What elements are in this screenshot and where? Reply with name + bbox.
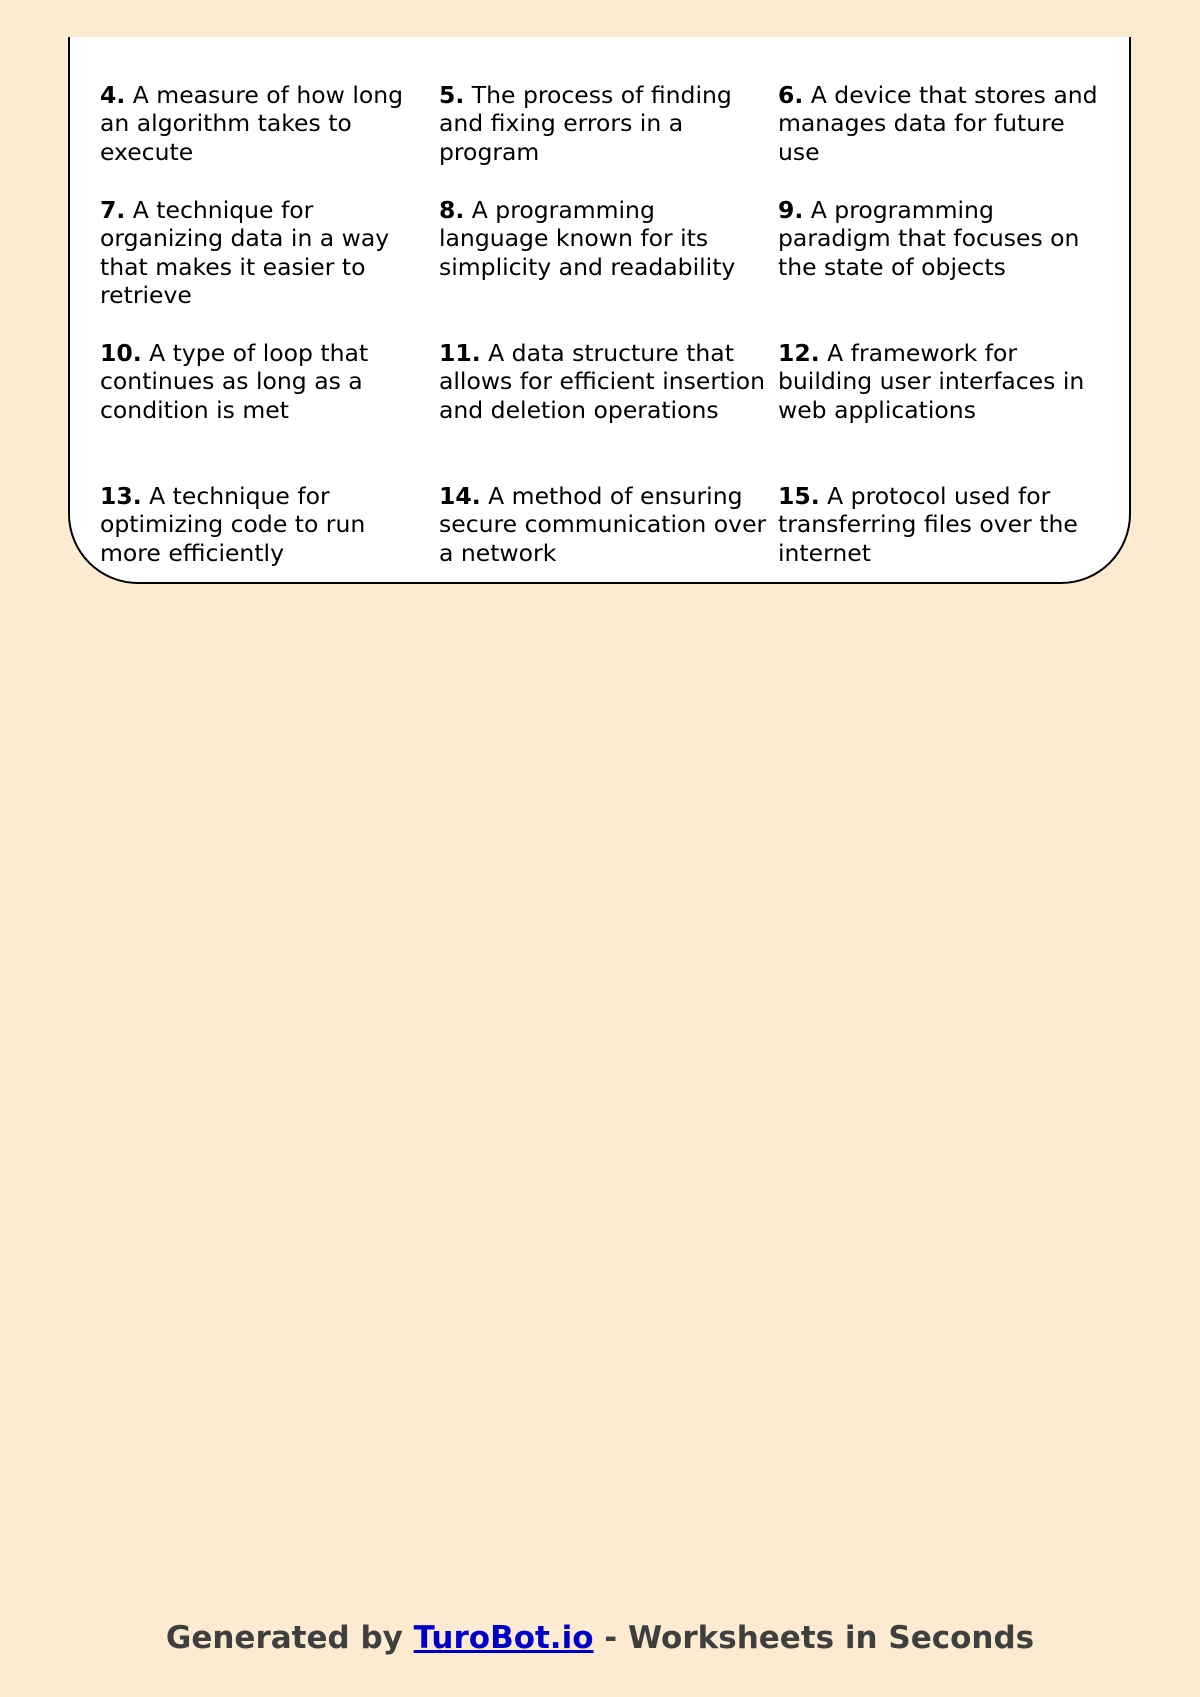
clue-item [778,196,1120,339]
clue-item [439,81,778,196]
clue-item [778,482,1120,572]
clue-item [100,482,439,572]
clue-item [439,339,778,482]
clue-number: 6. [778,81,804,109]
clue-item [439,196,778,339]
clue-text: A programming paradigm that focuses on the state of objects [778,196,1080,281]
clue-item [100,339,439,482]
clue-text: A type of loop that continues as long as a condition is met [100,339,369,424]
clue-grid [100,81,1120,572]
clue-number: 4. [100,81,126,109]
clue-item [778,81,1120,196]
clue-text: A technique for optimizing code to run more efficiently [100,482,366,567]
clue-number: 8. [439,196,465,224]
clue-item [100,81,439,196]
clue-text: A device that stores and manages data for future use [778,81,1098,166]
clue-text: A measure of how long an algorithm takes to execute [100,81,404,166]
clue-number: 5. [439,81,465,109]
clue-number: 7. [100,196,126,224]
clue-item [439,482,778,572]
clue-box [68,37,1131,584]
clue-text: A data structure that allows for efficient insertion and deletion operations [439,339,766,424]
footer-credit [0,1620,1200,1656]
clue-item [100,196,439,339]
clue-text: A framework for building user interfaces in web applications [778,339,1085,424]
clue-number: 15. [778,482,820,510]
clue-number: 12. [778,339,820,367]
clue-number: 10. [100,339,142,367]
clue-number: 14. [439,482,481,510]
footer-prefix: Generated by [165,1620,414,1656]
turobot-link[interactable]: TuroBot.io [413,1620,594,1656]
clue-text: A programming language known for its simplicity and readability [439,196,736,281]
clue-text: A technique for organizing data in a way that makes it easier to retrieve [100,196,390,309]
clue-number: 13. [100,482,142,510]
footer-suffix: - Worksheets in Seconds [593,1620,1035,1656]
clue-item [778,339,1120,482]
clue-number: 9. [778,196,804,224]
clue-text: The process of finding and fixing errors in a program [439,81,732,166]
clue-text: A protocol used for transferring files over the internet [778,482,1078,567]
clue-text: A method of ensuring secure communication over a network [439,482,767,567]
clue-number: 11. [439,339,481,367]
